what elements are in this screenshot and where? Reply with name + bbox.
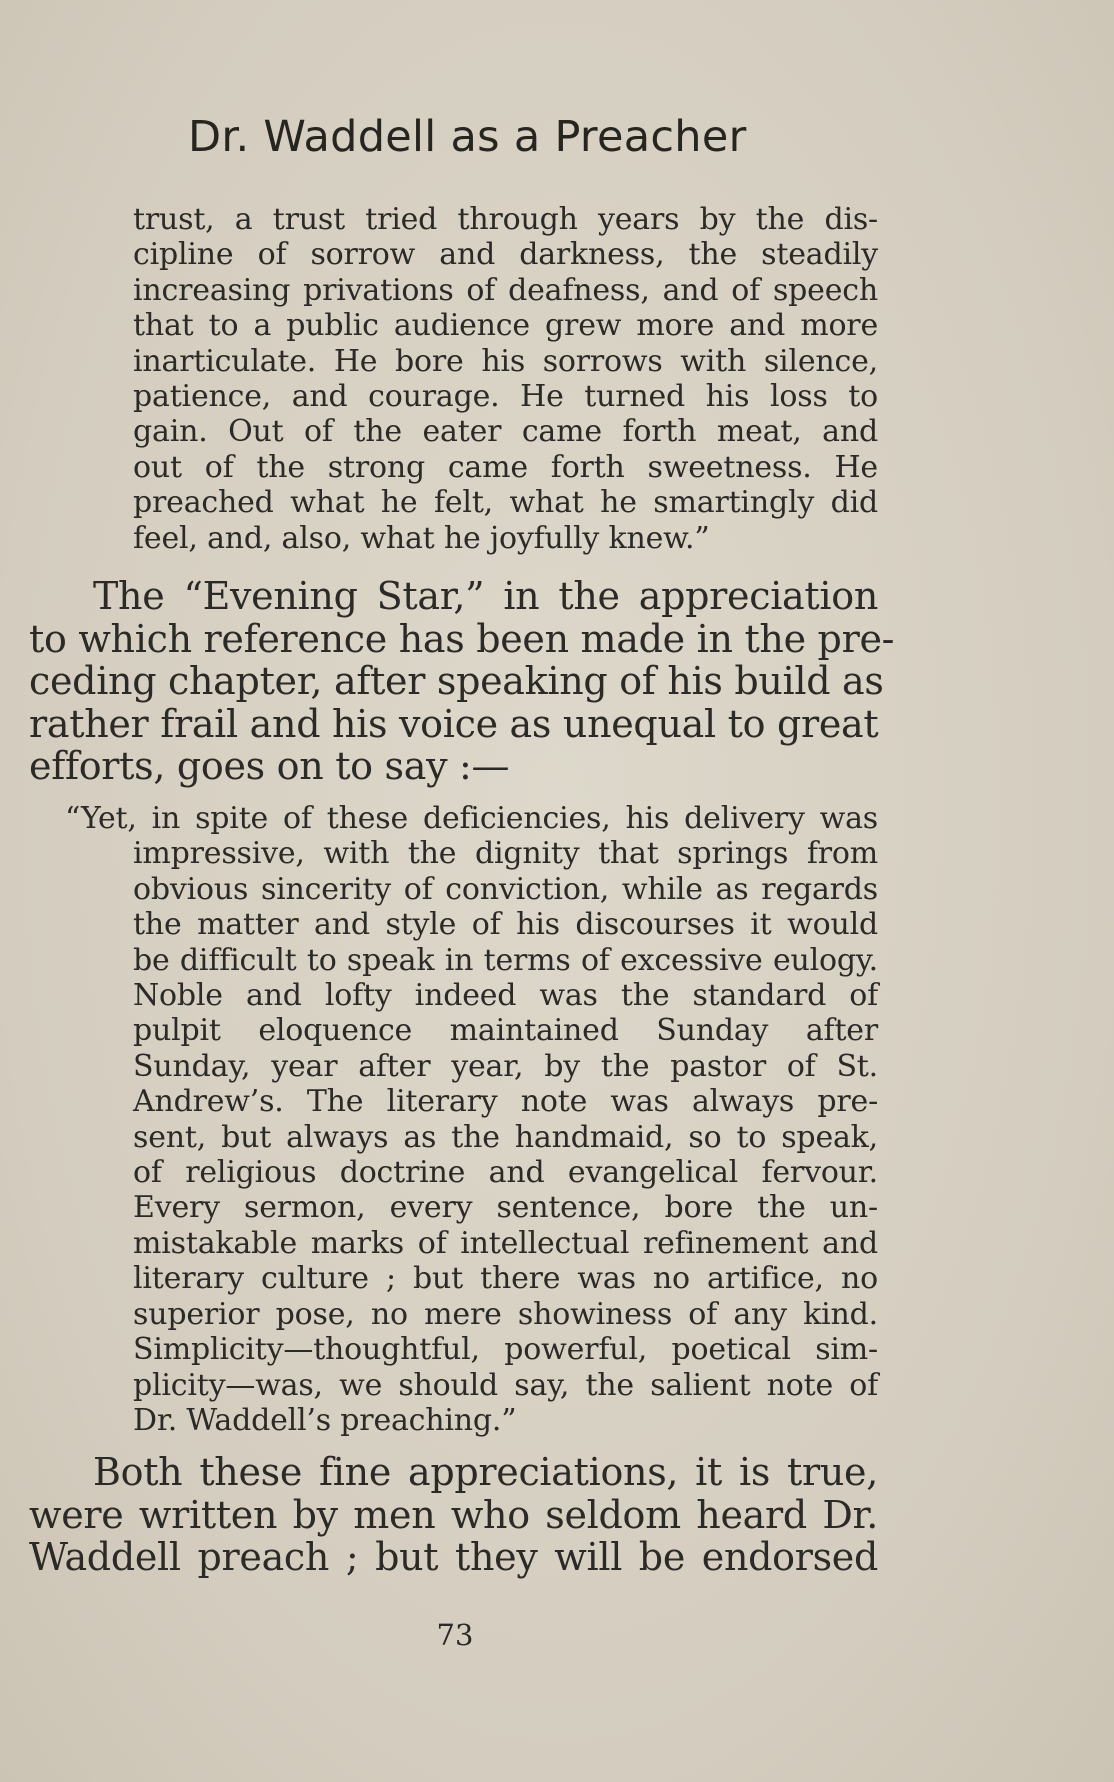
running-header: Dr. Waddell as a Preacher	[188, 112, 747, 162]
quote-line: pulpit eloquence maintained Sunday after	[133, 1013, 878, 1049]
quote-line: inarticulate. He bore his sorrows with silence,	[133, 343, 878, 379]
paragraph-line: ceding chapter, after speaking of his build as	[29, 659, 884, 704]
quote-line: Noble and lofty indeed was the standard of	[133, 978, 878, 1014]
quote-line: of religious doctrine and evangelical fervour.	[133, 1155, 878, 1191]
page-number: 73	[436, 1618, 474, 1652]
paragraph-line: were written by men who seldom heard Dr.	[29, 1492, 878, 1537]
quote-line: patience, and courage. He turned his loss to	[133, 379, 878, 415]
quote-continuation	[133, 202, 878, 556]
quote-line: that to a public audience grew more and more	[133, 308, 878, 344]
evening-star-quote	[65, 801, 878, 1438]
paragraph-line: The “Evening Star,” in the appreciation	[93, 574, 878, 618]
quote-line: feel, and, also, what he joyfully knew.”	[133, 520, 710, 556]
quote-line: Sunday, year after year, by the pastor of St.	[133, 1048, 878, 1084]
paragraph-line: to which reference has been made in the pre-	[29, 616, 895, 661]
quote-line: trust, a trust tried through years by the dis-	[133, 202, 878, 237]
paragraph-line: rather frail and his voice as unequal to great	[29, 701, 879, 746]
paragraph-line: Both these fine appreciations, it is true,	[93, 1450, 878, 1494]
paragraph-line: efforts, goes on to say :—	[29, 744, 510, 789]
body-paragraph	[29, 1451, 878, 1579]
quote-line: mistakable marks of intellectual refinement and	[133, 1225, 878, 1261]
quote-line: Dr. Waddell’s preaching.”	[133, 1402, 517, 1438]
quote-line: superior pose, no mere showiness of any kind.	[133, 1296, 878, 1332]
quote-line: cipline of sorrow and darkness, the steadily	[133, 237, 878, 273]
quote-line: obvious sincerity of conviction, while as regards	[133, 871, 878, 907]
quote-line: Simplicity—thoughtful, powerful, poetical sim-	[133, 1332, 878, 1368]
quote-line: sent, but always as the handmaid, so to speak,	[133, 1119, 878, 1155]
body-paragraph	[29, 574, 895, 789]
quote-line: “Yet, in spite of these deficiencies, his delivery was	[65, 801, 878, 836]
quote-line: preached what he felt, what he smartingly did	[133, 485, 878, 521]
quote-line: plicity—was, we should say, the salient note of	[133, 1367, 878, 1403]
paragraph-line: Waddell preach ; but they will be endorsed	[29, 1535, 878, 1580]
quote-line: literary culture ; but there was no artifice, no	[133, 1261, 878, 1297]
quote-line: gain. Out of the eater came forth meat, and	[133, 414, 878, 450]
quote-line: Andrew’s. The literary note was always pre-	[133, 1084, 878, 1120]
quote-line: out of the strong came forth sweetness. He	[133, 449, 878, 485]
quote-line: be difficult to speak in terms of excessive eulogy.	[133, 942, 878, 978]
quote-line: the matter and style of his discourses it would	[133, 907, 878, 943]
quote-line: Every sermon, every sentence, bore the un-	[133, 1190, 878, 1226]
quote-line: impressive, with the dignity that springs from	[133, 836, 878, 872]
quote-line: increasing privations of deafness, and of speech	[133, 272, 878, 308]
